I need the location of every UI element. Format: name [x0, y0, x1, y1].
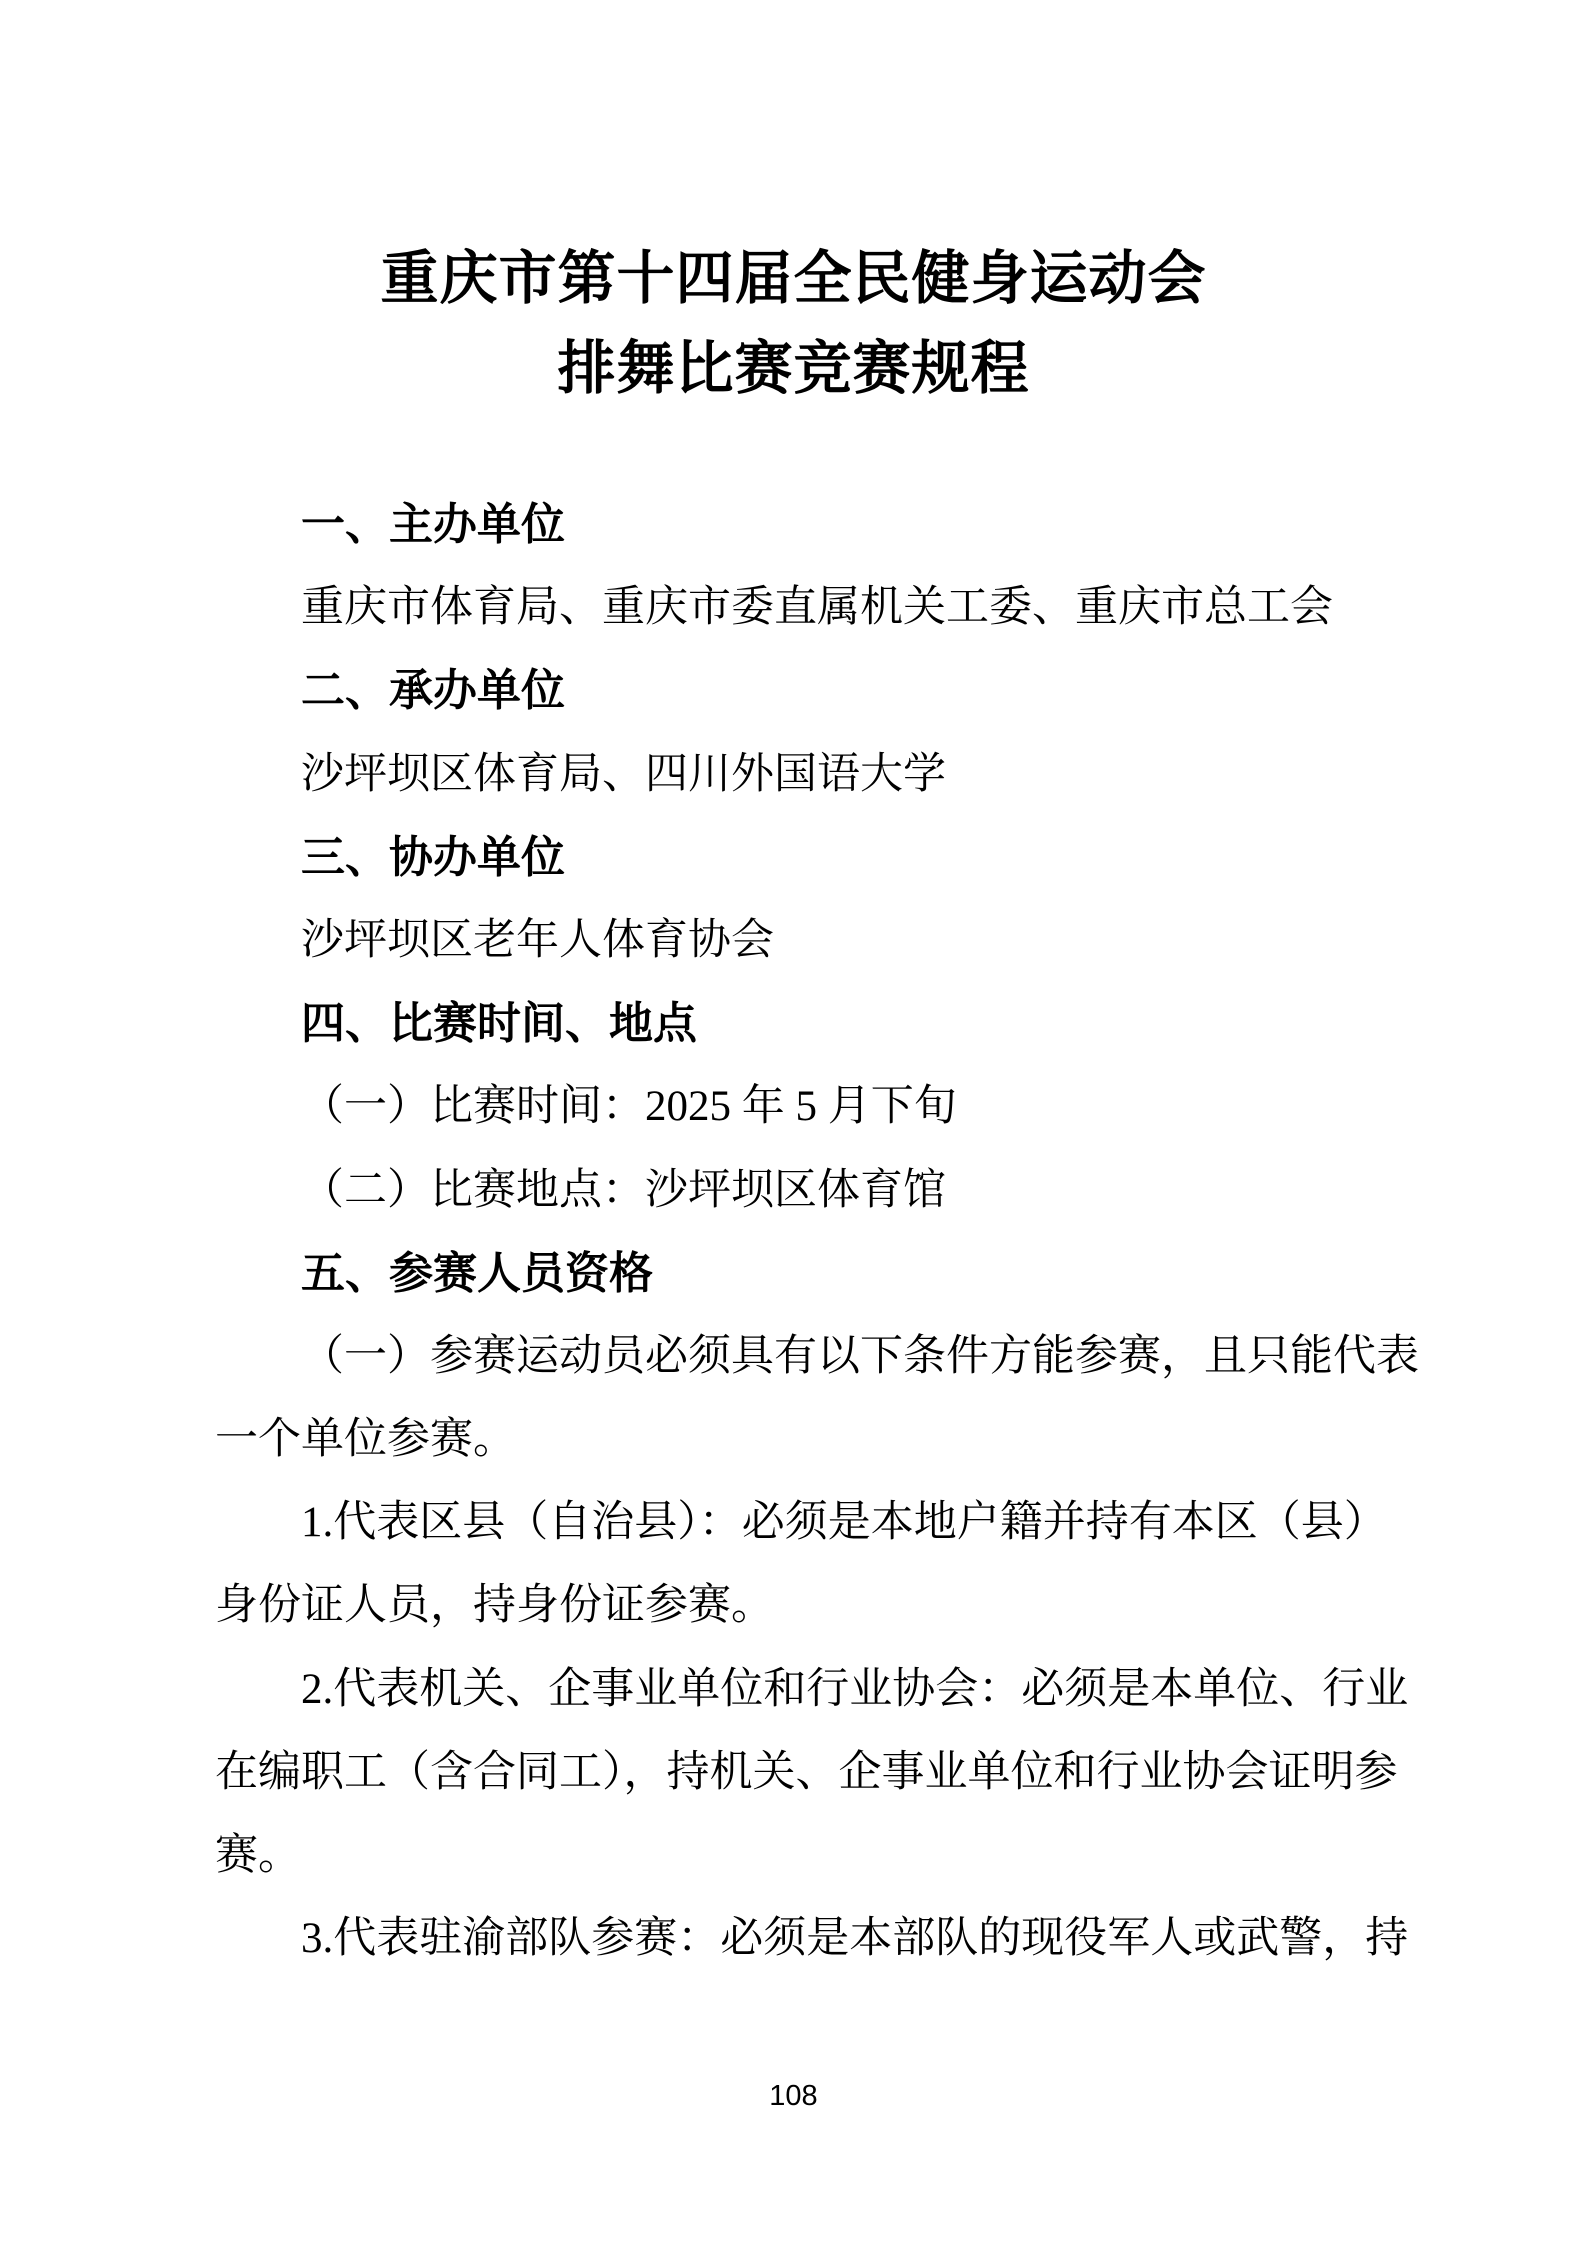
- page-footer: [0, 2080, 1587, 2113]
- section-heading: 五、参赛人员资格: [301, 1248, 653, 1298]
- document-title-line-2: 排舞比赛竞赛规程: [557, 336, 1030, 401]
- body-line: （一）参赛运动员必须具有以下条件方能参赛，且只能代表: [301, 1332, 1419, 1380]
- page-number: 108: [769, 2080, 818, 2112]
- section-heading: 三、协办单位: [301, 832, 565, 882]
- section-heading: 二、承办单位: [301, 666, 565, 716]
- body-line: 赛。: [215, 1832, 301, 1879]
- body-line: 一个单位参赛。: [215, 1416, 516, 1464]
- document-title-line-1: 重庆市第十四届全民健身运动会: [380, 246, 1207, 311]
- body-line: 2.代表机关、企事业单位和行业协会：必须是本单位、行业: [301, 1665, 1409, 1713]
- document-title: [0, 234, 1587, 414]
- body-line: 身份证人员，持身份证参赛。: [215, 1582, 774, 1630]
- section-heading: 一、主办单位: [301, 500, 565, 549]
- body-line: （一）比赛时间：2025 年 5 月下旬: [301, 1083, 957, 1131]
- body-line: （二）比赛地点：沙坪坝区体育馆: [301, 1166, 946, 1214]
- body-line: 3.代表驻渝部队参赛：必须是本部队的现役军人或武警，持: [301, 1915, 1409, 1963]
- body-line: 1.代表区县（自治县）：必须是本地户籍并持有本区（县）: [301, 1499, 1387, 1547]
- document-body: [215, 483, 1419, 1980]
- body-line: 沙坪坝区老年人体育协会: [301, 916, 774, 964]
- section-heading: 四、比赛时间、地点: [301, 999, 697, 1049]
- body-line: 重庆市体育局、重庆市委直属机关工委、重庆市总工会: [301, 584, 1333, 632]
- body-line: 在编职工（含合同工），持机关、企事业单位和行业协会证明参: [215, 1748, 1398, 1796]
- body-line: 沙坪坝区体育局、四川外国语大学: [301, 750, 946, 798]
